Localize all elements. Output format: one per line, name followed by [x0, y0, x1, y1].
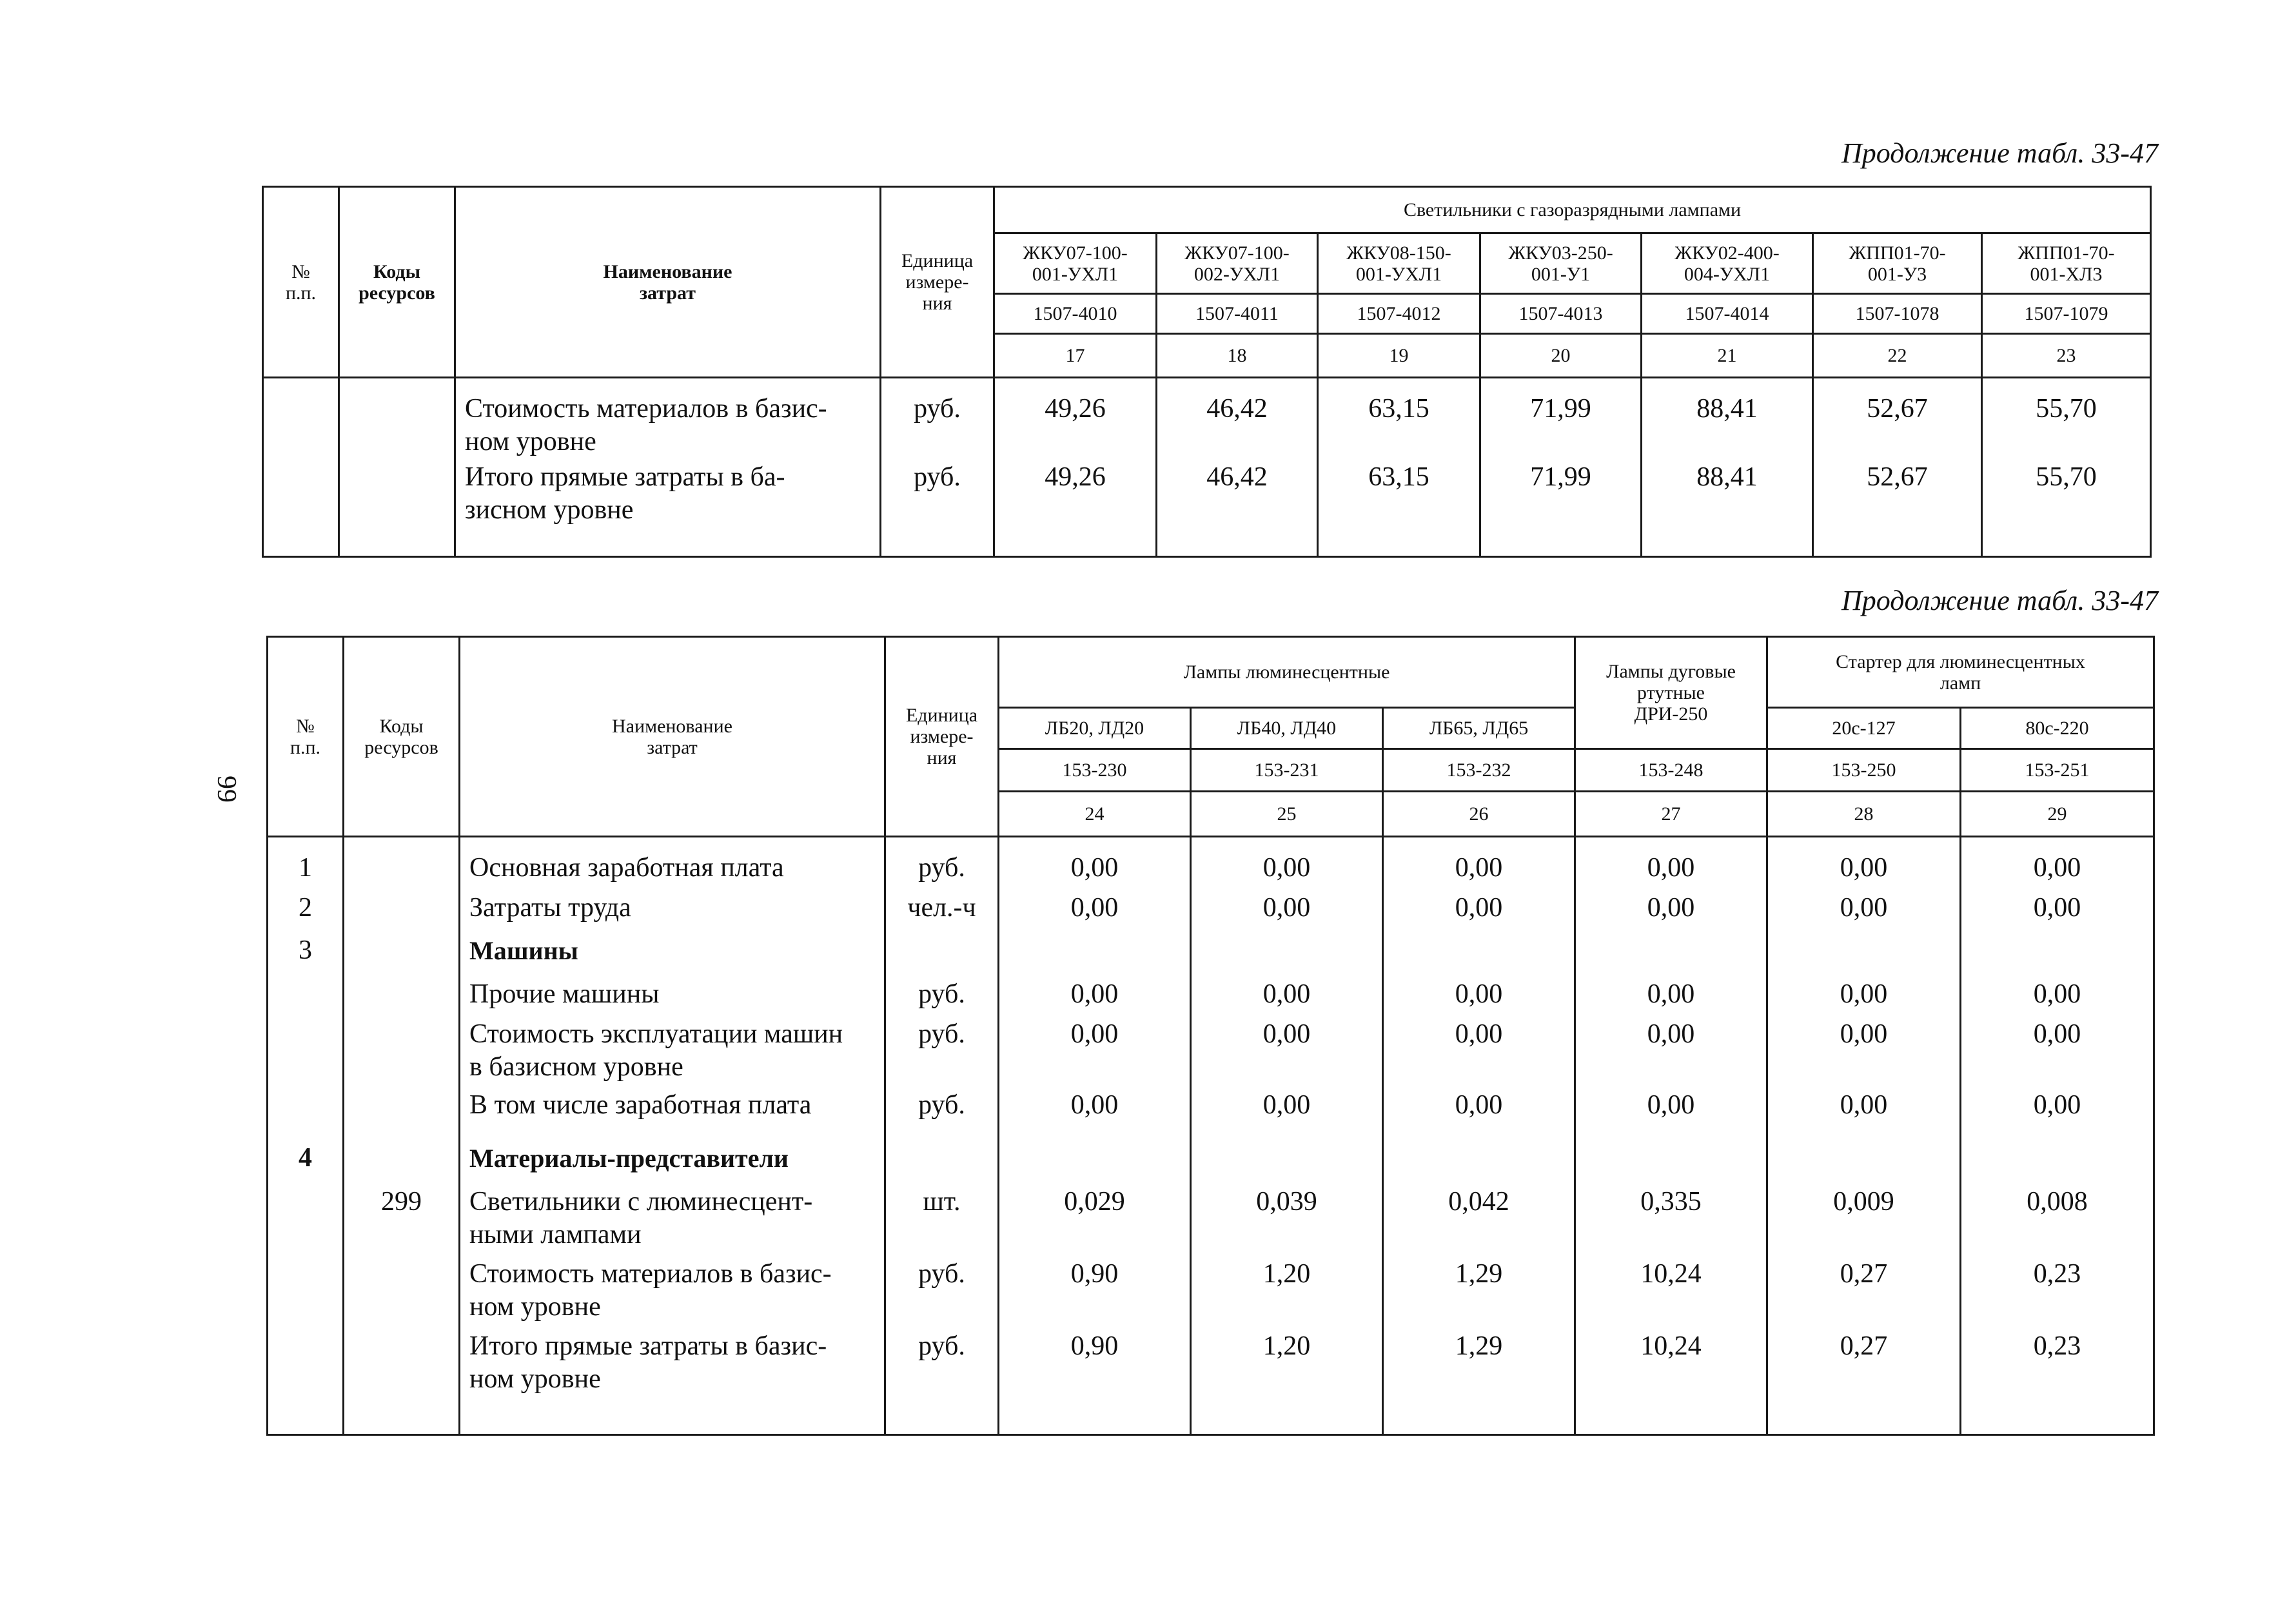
column-code: 1507-4011 [1157, 294, 1318, 334]
row-unit: руб. [914, 394, 961, 424]
value-cell: 0,00 [1840, 1090, 1888, 1120]
column-index: 22 [1813, 334, 1982, 378]
header-codes: Коды ресурсов [339, 187, 455, 378]
value-cell: 0,00 [1840, 1019, 1888, 1049]
column-model: ЖКУ08-150- 001-УХЛ1 [1318, 233, 1480, 294]
table2-caption: Продолжение табл. 33-47 [1841, 585, 2158, 616]
value-cell: 0,27 [1840, 1331, 1888, 1361]
value-cell: 0,00 [1070, 1090, 1119, 1120]
column-code: 153-248 [1575, 749, 1767, 792]
header-unit: Единица измере- ния [881, 187, 994, 378]
value-cell: 88,41 [1696, 394, 1758, 424]
value-cell: 0,00 [1647, 893, 1695, 923]
value-cell: 0,00 [1647, 979, 1695, 1009]
value-col [1982, 378, 2151, 557]
value-cell: 0,00 [2033, 893, 2081, 923]
row-unit: руб. [918, 1019, 965, 1049]
row-number: 3 [299, 935, 312, 965]
row-unit: руб. [918, 1331, 965, 1361]
row-name: В том числе заработная плата [469, 1090, 812, 1120]
value-cell: 0,00 [2033, 979, 2081, 1009]
value-col [1575, 837, 1767, 1435]
value-cell: 0,00 [2033, 853, 2081, 883]
header-num: № п.п. [263, 187, 339, 378]
column-code: 153-250 [1767, 749, 1961, 792]
value-cell: 0,27 [1840, 1259, 1888, 1289]
body-code-col [344, 837, 460, 1435]
row-name: Стоимость материалов в базис- ном уровне [469, 1259, 832, 1322]
table1 [262, 186, 2152, 558]
value-col [994, 378, 1157, 557]
row-name: Итого прямые затраты в ба- зисном уровне [465, 462, 785, 525]
body-unit-col [881, 378, 994, 557]
column-model: ЖКУ03-250- 001-У1 [1480, 233, 1642, 294]
column-code: 1507-4013 [1480, 294, 1642, 334]
row-unit: чел.-ч [907, 893, 976, 923]
body-name-col [455, 378, 881, 557]
row-unit: шт. [923, 1187, 961, 1217]
value-cell: 71,99 [1530, 394, 1591, 424]
column-code: 153-231 [1191, 749, 1383, 792]
column-code: 1507-1079 [1982, 294, 2151, 334]
body-name-col [460, 837, 885, 1435]
column-index: 24 [999, 792, 1191, 837]
value-cell: 0,00 [1647, 853, 1695, 883]
value-cell: 0,90 [1070, 1331, 1119, 1361]
value-cell: 63,15 [1368, 394, 1429, 424]
row-name: Итого прямые затраты в базис- ном уровне [469, 1331, 827, 1394]
body-unit-col [885, 837, 999, 1435]
row-number: 1 [299, 853, 312, 883]
value-cell: 0,00 [1262, 1019, 1311, 1049]
page-number: 99 [211, 776, 241, 803]
header-name: Наименование затрат [455, 187, 881, 378]
row-unit: руб. [918, 979, 965, 1009]
value-cell: 0,00 [1455, 1019, 1503, 1049]
column-model: 20с-127 [1767, 708, 1961, 749]
row-name: Материалы-представители [469, 1144, 789, 1173]
value-cell: 49,26 [1045, 394, 1106, 424]
value-cell: 1,20 [1262, 1259, 1311, 1289]
value-cell: 0,00 [1262, 1090, 1311, 1120]
row-name: Светильники с люминесцент- ными лампами [469, 1187, 813, 1249]
value-cell: 10,24 [1640, 1259, 1702, 1289]
value-cell: 52,67 [1867, 394, 1928, 424]
row-number: 2 [299, 893, 312, 923]
row-name: Прочие машины [469, 979, 660, 1009]
row-unit: руб. [918, 853, 965, 883]
column-model: ЛБ40, ЛД40 [1191, 708, 1383, 749]
value-cell: 0,00 [1070, 893, 1119, 923]
value-cell: 0,00 [1840, 893, 1888, 923]
column-code: 1507-4014 [1642, 294, 1813, 334]
column-model: ЖПП01-70- 001-У3 [1813, 233, 1982, 294]
table2 [266, 636, 2155, 1436]
value-cell: 0,029 [1064, 1187, 1125, 1217]
row-unit: руб. [914, 462, 961, 492]
header-group2: Лампы дуговые ртутные ДРИ-250 [1575, 637, 1767, 749]
value-cell: 0,23 [2033, 1259, 2081, 1289]
body-num-col [263, 378, 339, 557]
value-cell: 0,00 [1455, 979, 1503, 1009]
value-cell: 1,20 [1262, 1331, 1311, 1361]
value-cell: 0,00 [1070, 853, 1119, 883]
row-name: Затраты труда [469, 893, 631, 923]
value-cell: 0,335 [1640, 1187, 1702, 1217]
table1-caption: Продолжение табл. 33-47 [1841, 137, 2158, 169]
header-name: Наименование затрат [460, 637, 885, 837]
column-model: ЖКУ02-400- 004-УХЛ1 [1642, 233, 1813, 294]
value-cell: 0,00 [1262, 893, 1311, 923]
column-index: 26 [1383, 792, 1575, 837]
value-cell: 55,70 [2036, 462, 2097, 492]
value-cell: 0,008 [2027, 1187, 2088, 1217]
value-cell: 1,29 [1455, 1331, 1503, 1361]
value-cell: 49,26 [1045, 462, 1106, 492]
value-col [1480, 378, 1642, 557]
row-code: 299 [381, 1187, 422, 1217]
column-index: 21 [1642, 334, 1813, 378]
column-index: 23 [1982, 334, 2151, 378]
value-cell: 0,039 [1256, 1187, 1317, 1217]
column-index: 25 [1191, 792, 1383, 837]
column-index: 20 [1480, 334, 1642, 378]
column-index: 17 [994, 334, 1157, 378]
value-cell: 10,24 [1640, 1331, 1702, 1361]
value-cell: 88,41 [1696, 462, 1758, 492]
value-cell: 52,67 [1867, 462, 1928, 492]
value-col [1157, 378, 1318, 557]
value-cell: 0,00 [1840, 853, 1888, 883]
value-cell: 0,00 [1455, 853, 1503, 883]
row-name: Стоимость материалов в базис- ном уровне [465, 394, 827, 456]
value-cell: 0,00 [2033, 1019, 2081, 1049]
header-group: Светильники с газоразрядными лампами [994, 187, 2151, 233]
value-cell: 0,00 [1070, 979, 1119, 1009]
value-col [999, 837, 1191, 1435]
value-cell: 1,29 [1455, 1259, 1503, 1289]
value-cell: 0,042 [1448, 1187, 1509, 1217]
body-code-col [339, 378, 455, 557]
value-cell: 0,00 [2033, 1090, 2081, 1120]
column-index: 28 [1767, 792, 1961, 837]
row-number: 4 [299, 1143, 312, 1173]
row-unit: руб. [918, 1259, 965, 1289]
column-code: 1507-4010 [994, 294, 1157, 334]
column-index: 19 [1318, 334, 1480, 378]
value-cell: 46,42 [1206, 394, 1268, 424]
value-cell: 0,00 [1262, 979, 1311, 1009]
value-cell: 63,15 [1368, 462, 1429, 492]
column-index: 18 [1157, 334, 1318, 378]
value-col [1191, 837, 1383, 1435]
value-col [1813, 378, 1982, 557]
value-cell: 46,42 [1206, 462, 1268, 492]
column-code: 153-232 [1383, 749, 1575, 792]
value-cell: 71,99 [1530, 462, 1591, 492]
column-code: 1507-4012 [1318, 294, 1480, 334]
row-name: Основная заработная плата [469, 853, 784, 883]
column-model: 80с-220 [1961, 708, 2154, 749]
value-cell: 0,009 [1833, 1187, 1894, 1217]
header-codes: Коды ресурсов [344, 637, 460, 837]
value-col [1767, 837, 1961, 1435]
header-num: № п.п. [268, 637, 344, 837]
column-model: ЖПП01-70- 001-ХЛ3 [1982, 233, 2151, 294]
header-group1: Лампы люминесцентные [999, 637, 1575, 708]
value-cell: 0,00 [1455, 1090, 1503, 1120]
value-cell: 0,00 [1647, 1090, 1695, 1120]
column-code: 153-251 [1961, 749, 2154, 792]
column-model: ЛБ20, ЛД20 [999, 708, 1191, 749]
value-cell: 0,00 [1070, 1019, 1119, 1049]
row-name: Стоимость эксплуатации машин в базисном уровне [469, 1019, 843, 1082]
value-col [1642, 378, 1813, 557]
value-cell: 55,70 [2036, 394, 2097, 424]
column-index: 27 [1575, 792, 1767, 837]
value-col [1383, 837, 1575, 1435]
column-model: ЖКУ07-100- 001-УХЛ1 [994, 233, 1157, 294]
column-model: ЛБ65, ЛД65 [1383, 708, 1575, 749]
header-group3: Стартер для люминесцентных ламп [1767, 637, 2154, 708]
value-cell: 0,00 [1647, 1019, 1695, 1049]
body-num-col [268, 837, 344, 1435]
value-cell: 0,90 [1070, 1259, 1119, 1289]
row-name: Машины [469, 936, 578, 965]
column-code: 153-230 [999, 749, 1191, 792]
value-col [1961, 837, 2154, 1435]
value-cell: 0,23 [2033, 1331, 2081, 1361]
header-unit: Единица измере- ния [885, 637, 999, 837]
column-code: 1507-1078 [1813, 294, 1982, 334]
row-unit: руб. [918, 1090, 965, 1120]
value-col [1318, 378, 1480, 557]
value-cell: 0,00 [1262, 853, 1311, 883]
column-model: ЖКУ07-100- 002-УХЛ1 [1157, 233, 1318, 294]
column-index: 29 [1961, 792, 2154, 837]
value-cell: 0,00 [1455, 893, 1503, 923]
value-cell: 0,00 [1840, 979, 1888, 1009]
